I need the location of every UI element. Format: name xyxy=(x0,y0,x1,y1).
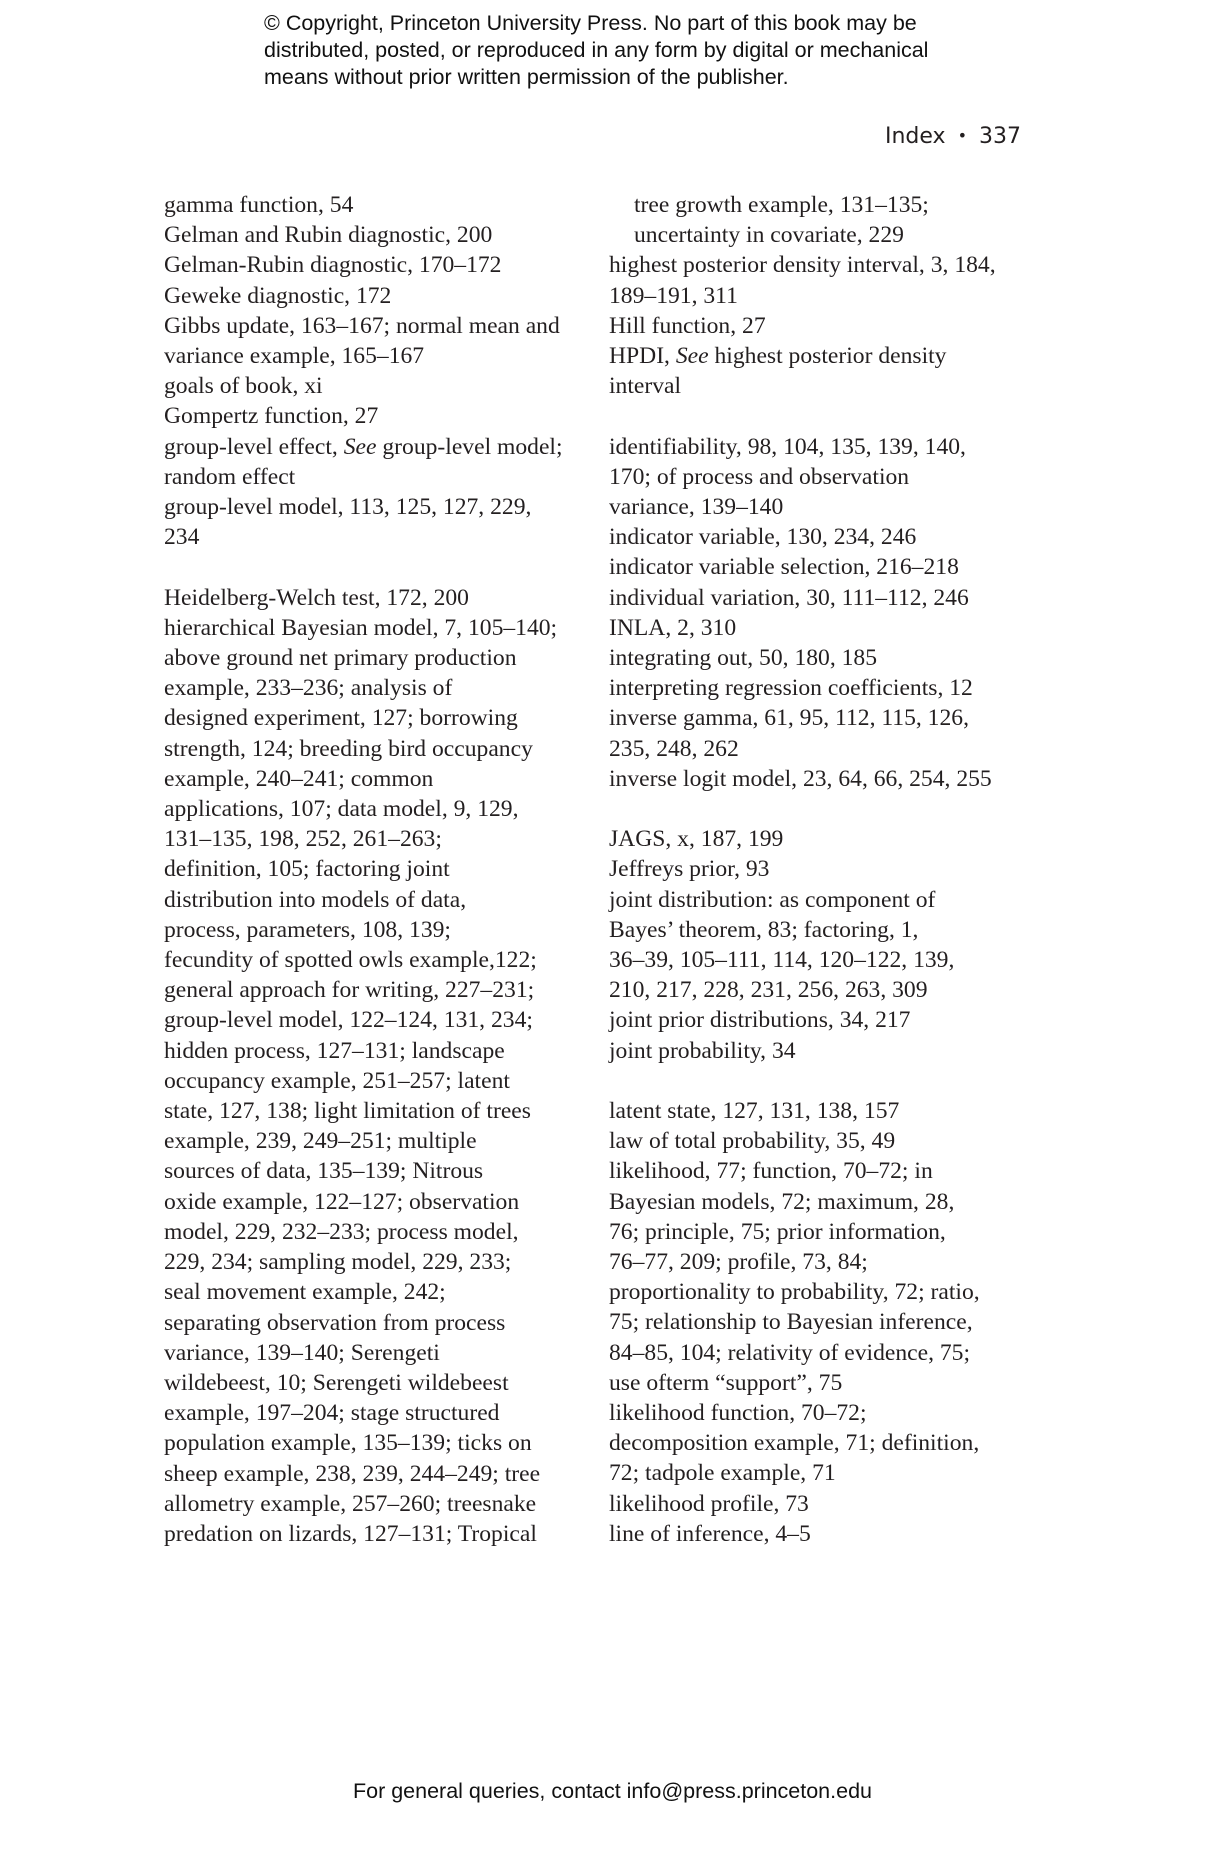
index-entry-line: separating observation from process xyxy=(164,1309,506,1336)
index-entry xyxy=(164,250,594,280)
index-entry-line: allometry example, 257–260; treesnake xyxy=(164,1490,537,1517)
index-entry-line: distribution into models of data, xyxy=(164,886,467,913)
index-entry-line: gamma function, 54 xyxy=(164,192,354,218)
index-entry xyxy=(609,552,1039,582)
index-entry xyxy=(609,1489,1039,1519)
index-entry-line: variance, 139–140 xyxy=(609,494,784,521)
index-entry xyxy=(609,643,1039,673)
index-entry-line: Bayesian models, 72; maximum, 28, xyxy=(609,1188,955,1215)
index-entry-line: integrating out, 50, 180, 185 xyxy=(609,645,878,672)
index-entry-line: definition, 105; factoring joint xyxy=(164,856,450,883)
index-entry-line: joint distribution: as component of xyxy=(609,886,936,913)
index-entry-line: Gelman and Rubin diagnostic, 200 xyxy=(164,222,493,249)
index-entry xyxy=(609,764,1039,794)
copyright-line: distributed, posted, or reproduced in any form by digital or mechanical xyxy=(264,38,929,62)
index-entry xyxy=(609,522,1039,552)
index-entry-line: individual variation, 30, 111–112, 246 xyxy=(609,584,969,611)
see-reference: See xyxy=(343,433,377,460)
index-entry xyxy=(609,703,1039,763)
index-entry-line: hidden process, 127–131; landscape xyxy=(164,1037,505,1064)
index-entry xyxy=(609,1398,1039,1489)
letter-group-gap xyxy=(164,552,594,582)
index-entry-line: identifiability, 98, 104, 135, 139, 140, xyxy=(609,433,966,460)
index-entry xyxy=(609,1156,1039,1398)
index-entry-line: 234 xyxy=(164,524,200,551)
index-entry xyxy=(609,1126,1039,1156)
index-entry-line: latent state, 127, 131, 138, 157 xyxy=(609,1098,900,1125)
index-entry-line: interpreting regression coefficients, 12 xyxy=(609,675,973,702)
index-entry xyxy=(164,220,594,250)
index-entry-line: 84–85, 104; relativity of evidence, 75; xyxy=(609,1339,971,1366)
section-title: Index xyxy=(884,124,946,149)
index-entry-line: indicator variable selection, 216–218 xyxy=(609,554,959,581)
index-entry xyxy=(609,824,1039,854)
index-entry-line: group-level model, 122–124, 131, 234; xyxy=(164,1007,533,1034)
index-entry-line: example, 233–236; analysis of xyxy=(164,675,453,702)
index-entry-line: sources of data, 135–139; Nitrous xyxy=(164,1158,484,1185)
index-entry-line: JAGS, x, 187, 199 xyxy=(609,826,784,853)
see-reference: See xyxy=(675,343,709,370)
index-entry-line: hierarchical Bayesian model, 7, 105–140; xyxy=(164,614,558,641)
index-entry-line: variance, 139–140; Serengeti xyxy=(164,1339,440,1366)
separator-bullet: • xyxy=(957,126,967,145)
index-entry-line: joint prior distributions, 34, 217 xyxy=(609,1007,911,1034)
index-entry-line: Heidelberg-Welch test, 172, 200 xyxy=(164,584,469,611)
index-entry-line: Jeffreys prior, 93 xyxy=(609,856,770,883)
letter-group-gap xyxy=(609,401,1039,431)
index-entry-line: Bayes’ theorem, 83; factoring, 1, xyxy=(609,916,919,943)
index-entry xyxy=(609,1005,1039,1035)
index-entry xyxy=(609,311,1039,341)
index-entry-line: strength, 124; breeding bird occupancy xyxy=(164,735,533,762)
index-column-right xyxy=(609,190,1039,1549)
index-entry xyxy=(164,190,594,220)
index-entry-line: highest posterior density interval, 3, 184, xyxy=(609,252,996,279)
index-entry-line: 170; of process and observation xyxy=(609,463,910,490)
index-entry-line: 36–39, 105–111, 114, 120–122, 139, xyxy=(609,947,955,974)
index-entry-line: inverse logit model, 23, 64, 66, 254, 255 xyxy=(609,765,992,792)
index-entry xyxy=(164,583,594,613)
letter-group-gap xyxy=(609,794,1039,824)
index-entry-line: variance example, 165–167 xyxy=(164,343,425,370)
index-entry xyxy=(609,250,1039,310)
index-entry-line: indicator variable, 130, 234, 246 xyxy=(609,524,917,551)
index-entry-line: law of total probability, 35, 49 xyxy=(609,1128,896,1155)
index-entry xyxy=(164,371,594,401)
index-entry-line: population example, 135–139; ticks on xyxy=(164,1430,532,1457)
index-entry-line: predation on lizards, 127–131; Tropical xyxy=(164,1520,537,1547)
copyright-line: means without prior written permission of the publisher. xyxy=(264,65,789,89)
index-entry xyxy=(164,401,594,431)
page-number: 337 xyxy=(979,124,1021,149)
running-head xyxy=(885,124,1021,149)
index-entry xyxy=(164,432,594,492)
index-entry-line: joint probability, 34 xyxy=(609,1037,796,1064)
index-entry-line: goals of book, xi xyxy=(164,373,323,400)
index-entry-line: inverse gamma, 61, 95, 112, 115, 126, xyxy=(609,705,969,732)
index-entry-line: HPDI, See highest posterior density xyxy=(609,343,947,370)
index-entry-line: proportionality to probability, 72; ratio, xyxy=(609,1279,980,1306)
index-entry-line: model, 229, 232–233; process model, xyxy=(164,1218,519,1245)
index-entry-line: line of inference, 4–5 xyxy=(609,1520,811,1547)
index-entry-line: above ground net primary production xyxy=(164,645,517,672)
index-entry-line: 72; tadpole example, 71 xyxy=(609,1460,836,1487)
index-entry-line: group-level model, 113, 125, 127, 229, xyxy=(164,494,532,521)
index-entry-line: Gompertz function, 27 xyxy=(164,403,379,430)
index-entry-line: use ofterm “support”, 75 xyxy=(609,1369,843,1396)
index-entry-line: Hill function, 27 xyxy=(609,312,766,339)
index-entry xyxy=(609,1096,1039,1126)
index-entry-line: 229, 234; sampling model, 229, 233; xyxy=(164,1249,512,1276)
index-entry xyxy=(609,854,1039,884)
index-entry-line: 76–77, 209; profile, 73, 84; xyxy=(609,1249,868,1276)
index-entry-line: likelihood, 77; function, 70–72; in xyxy=(609,1158,933,1185)
index-entry-line: fecundity of spotted owls example,122; xyxy=(164,947,537,974)
index-entry xyxy=(609,613,1039,643)
index-entry xyxy=(609,673,1039,703)
index-entry xyxy=(164,311,594,371)
index-entry-line: 235, 248, 262 xyxy=(609,735,739,762)
index-entry xyxy=(164,613,594,1549)
index-entry-line: seal movement example, 242; xyxy=(164,1279,446,1306)
index-entry-line: designed experiment, 127; borrowing xyxy=(164,705,518,732)
index-entry-line: oxide example, 122–127; observation xyxy=(164,1188,520,1215)
index-entry-line: 189–191, 311 xyxy=(609,282,738,309)
index-entry-line: example, 239, 249–251; multiple xyxy=(164,1128,477,1155)
index-entry-line: 75; relationship to Bayesian inference, xyxy=(609,1309,973,1336)
copyright-notice xyxy=(264,10,1024,91)
index-entry xyxy=(609,885,1039,1006)
copyright-line: © Copyright, Princeton University Press. No part of this book may be xyxy=(264,11,917,35)
index-entry xyxy=(609,1519,1039,1549)
index-entry-line: example, 240–241; common xyxy=(164,765,434,792)
index-entry-line: uncertainty in covariate, 229 xyxy=(634,222,904,249)
index-entry xyxy=(609,1036,1039,1066)
index-entry-line: state, 127, 138; light limitation of trees xyxy=(164,1098,531,1125)
index-entry-line: occupancy example, 251–257; latent xyxy=(164,1067,510,1094)
footer-contact: For general queries, contact info@press.princeton.edu xyxy=(352,1779,872,1803)
index-entry xyxy=(609,190,1039,250)
index-entry-line: Geweke diagnostic, 172 xyxy=(164,282,392,309)
index-entry-line: Gibbs update, 163–167; normal mean and xyxy=(164,312,560,339)
index-column-left xyxy=(164,190,594,1549)
index-entry-line: general approach for writing, 227–231; xyxy=(164,977,535,1004)
index-entry-line: wildebeest, 10; Serengeti wildebeest xyxy=(164,1369,509,1396)
index-entry-line: 210, 217, 228, 231, 256, 263, 309 xyxy=(609,977,928,1004)
index-entry-line: likelihood function, 70–72; xyxy=(609,1400,867,1427)
index-entry-line: sheep example, 238, 239, 244–249; tree xyxy=(164,1460,541,1487)
index-entry xyxy=(164,281,594,311)
index-entry-line: likelihood profile, 73 xyxy=(609,1490,809,1517)
index-entry-line: 76; principle, 75; prior information, xyxy=(609,1218,946,1245)
index-entry xyxy=(609,432,1039,523)
index-entry-line: decomposition example, 71; definition, xyxy=(609,1430,980,1457)
index-entry-line: random effect xyxy=(164,463,296,490)
index-entry-line: applications, 107; data model, 9, 129, xyxy=(164,796,519,823)
index-entry xyxy=(164,492,594,552)
index-entry-line: example, 197–204; stage structured xyxy=(164,1400,500,1427)
index-entry-line: interval xyxy=(609,373,682,400)
index-entry-line: group-level effect, See group-level model; xyxy=(164,433,563,460)
index-entry-line: INLA, 2, 310 xyxy=(609,614,737,641)
letter-group-gap xyxy=(609,1066,1039,1096)
index-entry-line: Gelman-Rubin diagnostic, 170–172 xyxy=(164,252,502,279)
index-entry xyxy=(609,583,1039,613)
index-entry-line: tree growth example, 131–135; xyxy=(634,192,929,218)
index-entry-line: process, parameters, 108, 139; xyxy=(164,916,451,943)
index-entry xyxy=(609,341,1039,401)
index-entry-line: 131–135, 198, 252, 261–263; xyxy=(164,826,442,853)
